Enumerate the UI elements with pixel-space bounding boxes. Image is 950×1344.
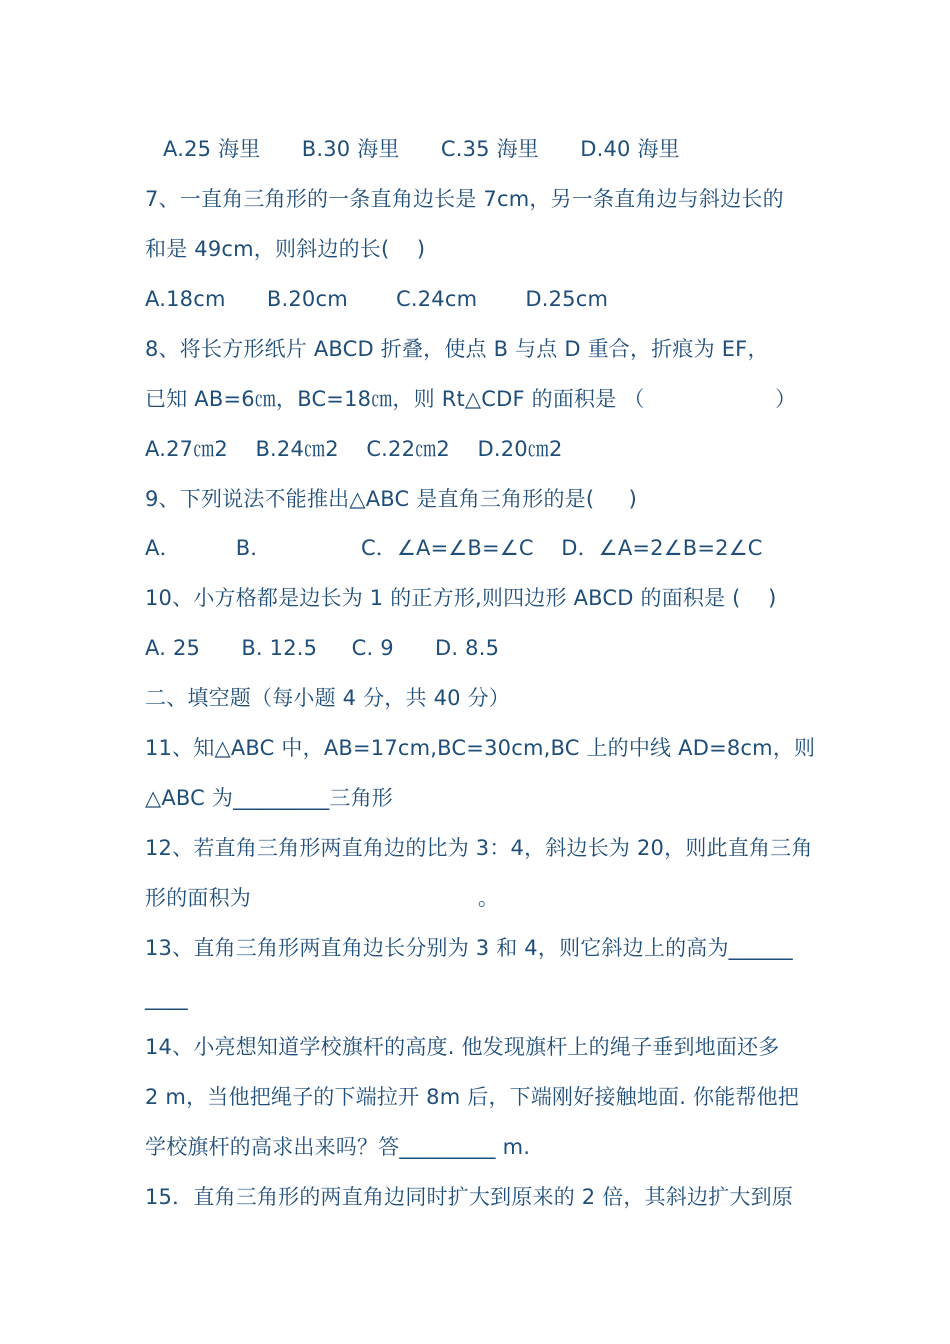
q6-options: A.25 海里 B.30 海里 C.35 海里 D.40 海里 xyxy=(163,137,680,161)
q14-text-line3: 学校旗杆的高求出来吗？答_________ m. xyxy=(145,1135,531,1159)
q9-options: A． B． C．∠A=∠B=∠C D．∠A=2∠B=2∠C xyxy=(145,536,763,560)
section-heading: 二、填空题（每小题 4 分，共 40 分） xyxy=(145,686,510,710)
q11-text-line2: △ABC 为_________三角形 xyxy=(145,786,393,810)
q11-text-line1: 11、知△ABC 中，AB=17cm,BC=30cm,BC 上的中线 AD=8cm，则 xyxy=(145,736,816,760)
q8-options: A.27㎝2 B.24㎝2 C.22㎝2 D.20㎝2 xyxy=(145,437,563,461)
q8-text-line1: 8、将长方形纸片 ABCD 折叠，使点 B 与点 D 重合，折痕为 EF， xyxy=(145,337,769,361)
q10-options: A. 25 B. 12.5 C. 9 D. 8.5 xyxy=(145,636,500,660)
q8-text-line2: 已知 AB=6㎝，BC=18㎝，则 Rt△CDF 的面积是 （ ） xyxy=(145,387,797,411)
q7-options: A.18cm B.20cm C.24cm D.25cm xyxy=(145,287,609,311)
q7-text-line1: 7、一直角三角形的一条直角边长是 7cm，另一条直角边与斜边长的 xyxy=(145,187,784,211)
q14-text-line1: 14、小亮想知道学校旗杆的高度. 他发现旗杆上的绳子垂到地面还多 xyxy=(145,1035,780,1059)
q15-text-line1: 15．直角三角形的两直角边同时扩大到原来的 2 倍，其斜边扩大到原 xyxy=(145,1185,794,1209)
q10-text: 10、小方格都是边长为 1 的正方形,则四边形 ABCD 的面积是 ( ) xyxy=(145,586,777,610)
q14-text-line2: 2 m，当他把绳子的下端拉开 8m 后，下端刚好接触地面. 你能帮他把 xyxy=(145,1085,800,1109)
q9-text: 9、下列说法不能推出△ABC 是直角三角形的是( ) xyxy=(145,487,638,511)
q13-text-line1: 13、直角三角形两直角边长分别为 3 和 4，则它斜边上的高为______ xyxy=(145,936,793,960)
q13-text-line2: ____ xyxy=(145,986,188,1010)
q7-text-line2: 和是 49cm，则斜边的长( ) xyxy=(145,237,426,261)
q12-text-line2: 形的面积为 。 xyxy=(145,886,500,910)
q12-text-line1: 12、若直角三角形两直角边的比为 3：4，斜边长为 20，则此直角三角 xyxy=(145,836,813,860)
